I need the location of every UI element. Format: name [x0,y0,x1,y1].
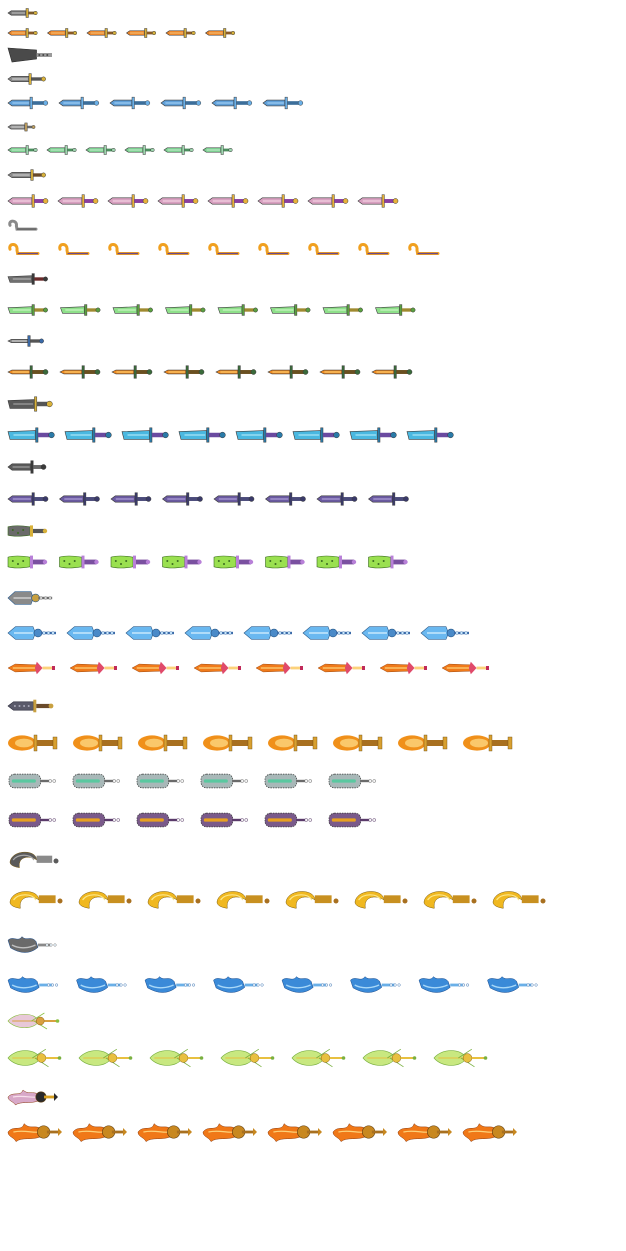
sprite-row-leaf-pink [8,1013,59,1029]
crystal-sprite-icon [303,627,351,640]
bone-sprite-icon [266,556,305,569]
sprite-row-phoenix-fire [8,1124,517,1142]
sprite-row-knife-green [8,146,232,155]
gladius-sprite-icon [111,493,151,506]
knife-sprite-icon [203,146,232,155]
cane-sprite-icon [410,244,438,253]
wave-sprite-icon [77,977,127,993]
shortsword-sprite-icon [212,97,252,109]
machete-sprite-icon [376,305,416,316]
saw-sprite-icon [9,774,56,788]
dagger-sprite-icon [8,9,37,18]
dagger-sprite-icon [87,29,116,38]
club-sprite-icon [73,735,122,751]
bone-sprite-icon [163,556,202,569]
crystal-sprite-icon [126,627,174,640]
cane-sprite-icon [260,244,288,253]
gladius-sprite-icon [214,493,254,506]
rapier-sprite-icon [8,366,48,379]
cane-sprite-icon [60,244,88,253]
saw-sprite-icon [329,774,376,788]
cleaver-sprite-icon [8,48,52,62]
sword-sprite-icon [58,195,98,208]
phoenix-sprite-icon [463,1124,517,1142]
shortsword-sprite-icon [263,97,303,109]
sprite-row-crystal-gray [8,592,52,605]
leaf-sprite-icon [79,1049,132,1067]
leaf-sprite-icon [150,1049,203,1067]
crystal-sprite-icon [185,627,233,640]
bone-sprite-icon [60,556,99,569]
rapier-sprite-icon [112,366,152,379]
crystal-sprite-icon [8,627,56,640]
sprite-row-rapier-gray [8,336,44,347]
sprite-row-ornate-gray [8,700,53,713]
gladius-sprite-icon [60,493,100,506]
shortsword-sprite-icon [161,97,201,109]
wave-sprite-icon [351,977,401,993]
sword-sprite-icon [158,195,198,208]
sprite-row-broadsword-gray [8,397,52,411]
sprite-row-knife-gray [8,123,35,131]
leaf-sprite-icon [221,1049,274,1067]
sprite-row-bone-lime [8,556,408,569]
machete-sprite-icon [8,305,48,316]
crystal-sprite-icon [8,592,52,605]
leaf-sprite-icon [292,1049,345,1067]
sprite-row-leaf-lime [8,1049,487,1067]
sword-sprite-icon [358,195,398,208]
flame-needle-sprite-icon [256,662,303,675]
gladius-sprite-icon [266,493,306,506]
wave-sprite-icon [214,977,264,993]
sprite-row-crystal-sky [8,627,469,640]
knife-sprite-icon [125,146,154,155]
wave-sprite-icon [8,937,56,953]
club-sprite-icon [333,735,382,751]
saw-sprite-icon [201,813,248,827]
rapier-sprite-icon [372,366,412,379]
rapier-sprite-icon [216,366,256,379]
saw-sprite-icon [137,774,184,788]
scythe-sprite-icon [355,891,408,908]
rapier-sprite-icon [320,366,360,379]
sprite-row-gladius-purple [8,493,409,506]
broadsword-sprite-icon [122,428,168,442]
leaf-sprite-icon [8,1013,59,1029]
sprite-row-cane-gray [10,221,36,229]
leaf-sprite-icon [434,1049,487,1067]
broadsword-sprite-icon [179,428,225,442]
rapier-sprite-icon [8,336,44,347]
sprite-row-bone-gray [8,525,47,536]
shortsword-sprite-icon [8,74,46,85]
sword-sprite-icon [208,195,248,208]
sprite-row-scythe-gray [10,852,59,868]
sword-sprite-icon [8,195,48,208]
bone-sprite-icon [8,556,47,569]
sword-sprite-icon [258,195,298,208]
scythe-sprite-icon [493,891,546,908]
broadsword-sprite-icon [8,397,52,411]
scythe-sprite-icon [79,891,132,908]
rapier-sprite-icon [60,366,100,379]
sprite-row-dagger-gray [8,9,37,18]
club-sprite-icon [268,735,317,751]
saw-sprite-icon [265,813,312,827]
crystal-sprite-icon [244,627,292,640]
dagger-sprite-icon [8,29,37,38]
phoenix-sprite-icon [138,1124,192,1142]
crystal-sprite-icon [362,627,410,640]
flame-needle-sprite-icon [194,662,241,675]
club-sprite-icon [138,735,187,751]
phoenix-sprite-icon [203,1124,257,1142]
broadsword-sprite-icon [65,428,111,442]
sprite-row-flame-orange [8,662,489,675]
flame-needle-sprite-icon [318,662,365,675]
saw-sprite-icon [201,774,248,788]
sprite-row-shortsword-gray [8,74,46,85]
gladius-sprite-icon [163,493,203,506]
scythe-sprite-icon [217,891,270,908]
leaf-sprite-icon [363,1049,416,1067]
saw-sprite-icon [73,813,120,827]
wave-sprite-icon [488,977,538,993]
flame-needle-sprite-icon [380,662,427,675]
cane-sprite-icon [10,244,38,253]
broadsword-sprite-icon [8,428,54,442]
sprite-row-machete-green [8,305,415,316]
sword-sprite-icon [8,170,46,181]
shortsword-sprite-icon [59,97,99,109]
ornate-sprite-icon [8,700,53,713]
club-sprite-icon [463,735,512,751]
saw-sprite-icon [73,774,120,788]
flame-needle-sprite-icon [442,662,489,675]
rapier-sprite-icon [268,366,308,379]
sprite-row-machete-gray [8,274,48,285]
saw-sprite-icon [265,774,312,788]
gladius-sprite-icon [8,493,48,506]
machete-sprite-icon [113,305,153,316]
bone-sprite-icon [214,556,253,569]
sprite-row-sword-gray [8,170,46,181]
machete-sprite-icon [8,274,48,285]
phoenix-sprite-icon [398,1124,452,1142]
cane-sprite-icon [110,244,138,253]
club-sprite-icon [203,735,252,751]
gladius-sprite-icon [317,493,357,506]
scythe-sprite-icon [10,891,63,908]
sprite-row-cane-orange [10,244,438,253]
sword-sprite-icon [108,195,148,208]
shortsword-sprite-icon [110,97,150,109]
phoenix-sprite-icon [8,1124,62,1142]
wave-sprite-icon [8,977,58,993]
rapier-sprite-icon [164,366,204,379]
dagger-sprite-icon [166,29,195,38]
sprite-row-sword-pink [8,195,398,208]
phoenix-sprite-icon [73,1124,127,1142]
sprite-row-cleaver-gray [8,48,52,62]
machete-sprite-icon [166,305,206,316]
flame-needle-sprite-icon [132,662,179,675]
dagger-sprite-icon [127,29,156,38]
sprite-row-scythe-gold [10,891,546,908]
cane-sprite-icon [160,244,188,253]
cane-sprite-icon [10,221,36,229]
sword-sprite-icon [308,195,348,208]
scythe-sprite-icon [148,891,201,908]
sprite-row-club-fire [8,735,512,751]
machete-sprite-icon [218,305,258,316]
phoenix-sprite-icon [333,1124,387,1142]
knife-sprite-icon [47,146,76,155]
cane-sprite-icon [210,244,238,253]
bone-sprite-icon [317,556,356,569]
sprite-row-gladius-gray [8,461,46,474]
cane-sprite-icon [310,244,338,253]
saw-sprite-icon [329,813,376,827]
dagger-sprite-icon [206,29,235,38]
scythe-sprite-icon [10,852,59,868]
bone-sprite-icon [111,556,150,569]
knife-sprite-icon [164,146,193,155]
bone-sprite-icon [8,525,47,536]
club-sprite-icon [8,735,57,751]
flame-needle-sprite-icon [70,662,117,675]
knife-sprite-icon [8,146,37,155]
wave-sprite-icon [145,977,195,993]
club-sprite-icon [398,735,447,751]
scythe-sprite-icon [286,891,339,908]
machete-sprite-icon [61,305,101,316]
machete-sprite-icon [323,305,363,316]
sprite-row-dagger-orange [8,29,235,38]
sprite-row-saw-silver [9,774,376,788]
sprite-row-shortsword-blue [8,97,303,109]
gladius-sprite-icon [8,461,46,474]
broadsword-sprite-icon [236,428,282,442]
sprite-row-phoenix-pink [8,1090,58,1105]
broadsword-sprite-icon [293,428,339,442]
broadsword-sprite-icon [350,428,396,442]
saw-sprite-icon [9,813,56,827]
crystal-sprite-icon [421,627,469,640]
machete-sprite-icon [271,305,311,316]
sprite-row-wave-gray [8,937,56,953]
bone-sprite-icon [369,556,408,569]
scythe-sprite-icon [424,891,477,908]
crystal-sprite-icon [67,627,115,640]
phoenix-sprite-icon [8,1090,58,1105]
dagger-sprite-icon [48,29,77,38]
sprite-row-broadsword-cyan [8,428,453,442]
phoenix-sprite-icon [268,1124,322,1142]
sprite-row-saw-purple [9,813,376,827]
leaf-sprite-icon [8,1049,61,1067]
gladius-sprite-icon [369,493,409,506]
wave-sprite-icon [282,977,332,993]
cane-sprite-icon [360,244,388,253]
knife-sprite-icon [8,123,35,131]
sprite-row-rapier-orange [8,366,412,379]
knife-sprite-icon [86,146,115,155]
sprite-row-wave-blue [8,977,537,993]
shortsword-sprite-icon [8,97,48,109]
wave-sprite-icon [419,977,469,993]
broadsword-sprite-icon [407,428,453,442]
saw-sprite-icon [137,813,184,827]
flame-needle-sprite-icon [8,662,55,675]
